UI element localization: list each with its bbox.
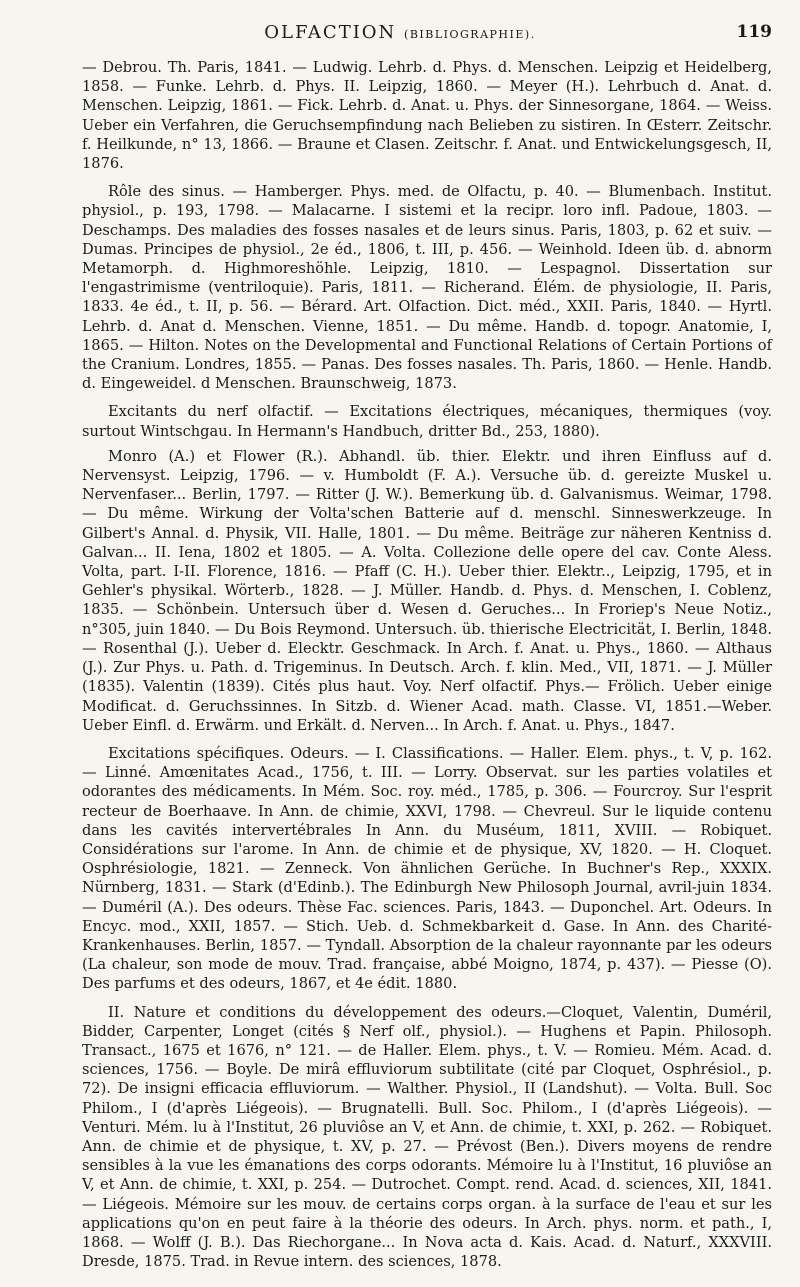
header-title-text: OLFACTION [264,22,397,43]
paragraph-nature-des-odeurs: II. Nature et conditions du développement des odeurs.—Cloquet, Valentin, Duméril, Bidder, Carpenter, Longet (cités § Nerf olf., physiol.). — Hughens et Papin. Philosoph. Transact., 1675 et 1676, n° 121. — de Haller. Elem. phys., t. V. — Romieu. Mém. Acad. d. sciences, 1756. — Boyle. De mirâ effluviorum subtilitate (cité par Cloquet, Osphrésiol., p. 72). De insigni efficacia effluviorum. — Walther. Physiol., II (Landshut). — Volta. Bull. Soc Philom., I (d'après Liégeois). — Brugnatelli. Bull. Soc. Philom., I (d'après Liégeois). — Venturi. Mém. lu à l'Institut, 26 pluviôse an V, et Ann. de chimie, t. XXI, p. 262. — Robiquet. Ann. de chimie et de physique, t. XV, p. 27. — Prévost (Ben.). Divers moyens de rendre sensibles à la vue les émanations des corps odorants. Mémoire lu à l'Institut, 16 pluviôse an V, et Ann. de chimie, t. XXI, p. 254. — Dutrochet. Compt. rend. Acad. d. sciences, XII, 1841. — Liégeois. Mémoire sur les mouv. de certains corps organ. à la surface de l'eau et sur les applications qu'on en peut faire à la théorie des odeurs. In Arch. phys. norm. et path., I, 1868. — Wolff (J. B.). Das Riechorgane... In Nova acta d. Kais. Acad. d. Naturf., XXXVIII. Dresde, 1875. Trad. in Revue intern. des sciences, 1878. [82,1003,772,1271]
bibliography-body [82,58,772,1280]
running-header [0,22,800,52]
paragraph-role-des-sinus: Rôle des sinus. — Hamberger. Phys. med. de Olfactu, p. 40. — Blumenbach. Institut. physiol., p. 193, 1798. — Malacarne. I sistemi et la recipr. loro infl. Padoue, 1803. — Deschamps. Des maladies des fosses nasales et de leurs sinus. Paris, 1803, p. 62 et suiv. — Dumas. Principes de physiol., 2e éd., 1806, t. III, p. 456. — Weinhold. Ideen üb. d. abnorm Metamorph. d. Highmoreshöhle. Leipzig, 1810. — Lespagnol. Dissertation sur l'engastrimisme (ventriloquie). Paris, 1811. — Richerand. Élém. de physiologie, II. Paris, 1833. 4e éd., t. II, p. 56. — Bérard. Art. Olfaction. Dict. méd., XXII. Paris, 1840. — Hyrtl. Lehrb. d. Anat d. Menschen. Vienne, 1851. — Du même. Handb. d. topogr. Anatomie, I, 1865. — Hilton. Notes on the Developmental and Functional Relations of Certain Portions of the Cranium. Londres, 1855. — Panas. Des fosses nasales. Th. Paris, 1860. — Henle. Handb. d. Eingeweidel. d Menschen. Braunschweig, 1873. [82,183,772,393]
header-subtitle: (BIBLIOGRAPHIE). [404,28,536,41]
paragraph-excitations-specifiques: Excitations spécifiques. Odeurs. — I. Classifications. — Haller. Elem. phys., t. V, p. 162. — Linné. Amœnitates Acad., 1756, t. III. — Lorry. Observat. sur les parties volatiles et odorantes des médicaments. In Mém. Soc. roy. méd., 1785, p. 306. — Fourcroy. Sur l'esprit recteur de Boerhaave. In Ann. de chimie, XXVI, 1798. — Chevreul. Sur le liquide contenu dans les cavités intervertébrales In Ann. du Muséum, 1811, XVIII. — Robiquet. Considérations sur l'arome. In Ann. de chimie et de physique, XV, 1820. — H. Cloquet. Osphrésiologie, 1821. — Zenneck. Von ähnlichen Gerüche. In Buchner's Rep., XXXIX. Nürnberg, 1831. — Stark (d'Edinb.). The Edinburgh New Philosoph Journal, avril-juin 1834. — Duméril (A.). Des odeurs. Thèse Fac. sciences. Paris, 1843. — Duponchel. Art. Odeurs. In Encyc. mod., XXII, 1857. — Stich. Ueb. d. Schmekbarkeit d. Gase. In Ann. des Charité-Krankenhauses. Berlin, 1857. — Tyndall. Absorption de la chaleur rayonnante par les odeurs (La chaleur, son mode de mouv. Trad. française, abbé Moigno, 1874, p. 437). — Piesse (O). Des parfums et des odeurs, 1867, et 4e édit. 1880. [82,744,772,993]
paragraph-excitants-nerf-olfactif: Excitants du nerf olfactif. — Excitations électriques, mécaniques, thermiques (voy. surtout Wintschgau. In Hermann's Handbuch, dritter Bd., 253, 1880). [82,403,772,440]
page-header-title [0,22,800,43]
paragraph-physiology-refs: — Debrou. Th. Paris, 1841. — Ludwig. Lehrb. d. Phys. d. Menschen. Leipzig et Heidelberg, 1858. — Funke. Lehrb. d. Phys. II. Leipzig, 1860. — Meyer (H.). Lehrbuch d. Anat. d. Menschen. Leipzig, 1861. — Fick. Lehrb. d. Anat. u. Phys. der Sinnesorgane, 1864. — Weiss. Ueber ein Verfahren, die Geruchsempfindung nach Belieben zu sistiren. In Œsterr. Zeitschr. f. Heilkunde, n° 13, 1866. — Braune et Clasen. Zeitschr. f. Anat. und Entwickelungsgesch, II, 1876. [82,59,772,173]
paragraph-electrical-excitation-refs: Monro (A.) et Flower (R.). Abhandl. üb. thier. Elektr. und ihren Einfluss auf d. Nervensyst. Leipzig, 1796. — v. Humboldt (F. A.). Versuche üb. d. gereizte Muskel u. Nervenfaser... Berlin, 1797. — Ritter (J. W.). Bemerkung üb. d. Galvanismus. Weimar, 1798. — Du même. Wirkung der Volta'schen Batterie auf d. menschl. Sinneswerkzeuge. In Gilbert's Annal. d. Physik, VII. Halle, 1801. — Du même. Beiträge zur näheren Kentniss d. Galvan... II. Iena, 1802 et 1805. — A. Volta. Collezione delle opere del cav. Conte Aless. Volta, part. I-II. Florence, 1816. — Pfaff (C. H.). Ueber thier. Elektr.., Leipzig, 1795, et in Gehler's physikal. Wörterb., 1828. — J. Müller. Handb. d. Phys. d. Menschen, I. Coblenz, 1835. — Schönbein. Untersuch über d. Wesen d. Geruches... In Froriep's Neue Notiz., n°305, juin 1840. — Du Bois Reymond. Untersuch. üb. thierische Electricität, I. Berlin, 1848. — Rosenthal (J.). Ueber d. Elecktr. Geschmack. In Arch. f. Anat. u. Phys., 1860. — Althaus (J.). Zur Phys. u. Path. d. Trigeminus. In Deutsch. Arch. f. klin. Med., VII, 1871. — J. Müller (1835). Valentin (1839). Cités plus haut. Voy. Nerf olfactif. Phys.— Frölich. Ueber einige Modificat. d. Geruchssinnes. In Sitzb. d. Wiener Acad. math. Classe. VI, 1851.—Weber. Ueber Einfl. d. Erwärm. und Erkält. d. Nerven... In Arch. f. Anat. u. Phys., 1847. [82,447,772,734]
page-number: 119 [736,22,772,42]
